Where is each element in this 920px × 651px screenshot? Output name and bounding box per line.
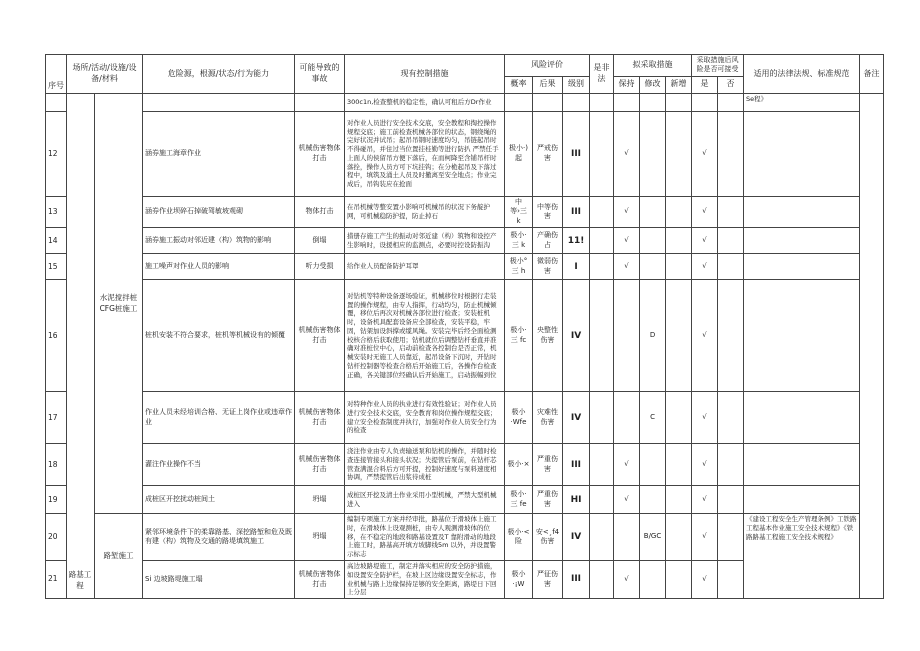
modify-cell [640, 93, 666, 111]
add-cell [666, 444, 692, 486]
measures-cell: 成桩区开挖及清土作业采用小型机械，严禁大型机械进入 [345, 486, 505, 514]
likelihood-cell: 中等›三 k [505, 196, 533, 227]
law-cell [744, 444, 860, 486]
illegal-cell [590, 444, 614, 486]
yes-cell [692, 93, 718, 111]
hazard-cell: 桩机安装不符合要求，桩机等机械设有的倾覆 [143, 280, 295, 392]
yes-cell: √ [692, 196, 718, 227]
keep-cell: √ [614, 111, 640, 196]
law-cell [744, 196, 860, 227]
no-cell [718, 111, 744, 196]
measures-cell: 在吊机械等整安置小影响可机械吊的状况下务靛护网，可机械稳防护提，防止掉石 [345, 196, 505, 227]
table-row [46, 280, 884, 392]
yes-cell: √ [692, 561, 718, 599]
measures-cell: 编制专项施工方案并经审批，路基位于滑坡体上施工时，在滑坡体上设观测桩，由专人观测滑坡体的位移，在不稳定的地段和路基设置及T 靠附滑动的地段上施工时，路基高开填方坡脚线5m 以外，并设置警示标志 [345, 514, 505, 561]
group-cfg: 水泥搅拌桩CFG桩施工 [95, 93, 143, 513]
level-cell: IV [563, 514, 590, 561]
severity-cell: 央整性伤害 [533, 280, 563, 392]
level-cell: I [563, 254, 590, 280]
yes-cell: √ [692, 111, 718, 196]
no-cell [718, 196, 744, 227]
hazard-cell: 紧邻环境条件下的柔靠路基、深挖路堑和危及既有建（构）筑物及交通的路堤填筑施工 [143, 514, 295, 561]
no-cell [718, 280, 744, 392]
severity-cell: 严重伤害 [533, 444, 563, 486]
level-cell: III [563, 444, 590, 486]
accident-cell: 机械伤害物体打击 [295, 392, 345, 444]
illegal-cell [590, 392, 614, 444]
no-cell [718, 561, 744, 599]
likelihood-cell: 极小°三 h [505, 254, 533, 280]
severity-cell: 产确伤占 [533, 228, 563, 254]
header-add: 新增 [666, 76, 692, 93]
add-cell [666, 486, 692, 514]
measures-cell: 300c1n,检查整机的稳定性，确认可租后方Dr作业 [345, 93, 505, 111]
level-cell [563, 93, 590, 111]
accident-cell: 机械伤害物体打击 [295, 444, 345, 486]
severity-cell: 中等伤害 [533, 196, 563, 227]
add-cell [666, 111, 692, 196]
keep-cell: √ [614, 254, 640, 280]
law-cell [744, 111, 860, 196]
remarks-cell [860, 93, 884, 598]
likelihood-cell: 极小·× [505, 444, 533, 486]
likelihood-cell: 极小·<险 [505, 514, 533, 561]
seq-cell: 16 [46, 280, 67, 392]
keep-cell: √ [614, 561, 640, 599]
keep-cell: √ [614, 444, 640, 486]
measures-cell: 对作业人员进行安全技术交底，安全教程和掏控操作规程交底；施工前检查机械各部位的状态，钢绕绳的完好状况并试吊；起吊吊钢时速度均匀，吊链起吊时不得碰吊，并住过当位置挂桂勤等进行防扒 严禁任手上面人的侯留吊方便下落后，在而柯降至含铺吊杆时落拴，操作人员方可下坑挂钩；在分桅起吊及下落过程中，填筑及涌土人员及时撤离至安全地点；作业完成后，吊钩装应在抢面 [345, 111, 505, 196]
likelihood-cell: 极小·)起 [505, 111, 533, 196]
hazard-cell: 施工噪声对作业人员的影响 [143, 254, 295, 280]
severity-cell: 严征伤害 [533, 561, 563, 599]
header-illegal: 是非法 [590, 55, 614, 94]
hazard-cell: 灌注作业操作不当 [143, 444, 295, 486]
table-row [46, 254, 884, 280]
header-measures: 现有控制措施 [345, 55, 505, 94]
yes-cell: √ [692, 392, 718, 444]
modify-cell: B/GC [640, 514, 666, 561]
law-cell: 《建设工程安全生产管理条例》工铁路工程基本作业施工安全技术规程》《铁路路基工程施工安全技术规程》 [744, 514, 860, 599]
no-cell [718, 228, 744, 254]
header-no: 否 [718, 76, 744, 93]
table-row [46, 392, 884, 444]
header-place: 场所/活动/设施/设备/材料 [67, 55, 143, 94]
add-cell [666, 228, 692, 254]
hazard-cell: 成桩区开挖扰动桩间土 [143, 486, 295, 514]
keep-cell: √ [614, 196, 640, 227]
seq-cell: 18 [46, 444, 67, 486]
measures-cell: 对特种作业人员的执业进行有效性验证；对作业人员进行安全技术交底，安全教育和岗位操作规程交底；建立安全检查制度并执行，加强对作业人员安全行为的检查 [345, 392, 505, 444]
yes-cell: √ [692, 228, 718, 254]
seq-cell: 12 [46, 111, 67, 196]
illegal-cell [590, 254, 614, 280]
add-cell [666, 93, 692, 111]
add-cell [666, 392, 692, 444]
seq-cell: 17 [46, 392, 67, 444]
keep-cell [614, 93, 640, 111]
header-severity: 后果 [533, 76, 563, 93]
seq-cell: 15 [46, 254, 67, 280]
level-cell: 11! [563, 228, 590, 254]
no-cell [718, 93, 744, 111]
group-road: 路堑施工 [95, 514, 143, 599]
group-subgrade: 路基工程 [68, 570, 92, 590]
hazard-cell: 涵券作业坝碎石掉破驾敏坡观砌 [143, 196, 295, 227]
no-cell [718, 254, 744, 280]
accident-cell: 坍塌 [295, 486, 345, 514]
hazard-cell: 涵券施工振动对邻近建（构）筑物的影响 [143, 228, 295, 254]
keep-cell: √ [614, 486, 640, 514]
yes-cell: √ [692, 254, 718, 280]
header-hazard: 危险源，根源/状态/行为能力 [143, 55, 295, 94]
seq-cell: 20 [46, 514, 67, 561]
law-cell [744, 486, 860, 514]
seq-cell: 21 [46, 561, 67, 599]
keep-cell [614, 392, 640, 444]
header-yes: 是 [692, 76, 718, 93]
add-cell [666, 561, 692, 599]
header-accident: 可能导致的事故 [295, 55, 345, 94]
level-cell: IV [563, 280, 590, 392]
header-risk-eval: 风险评价 [505, 55, 590, 77]
illegal-cell [590, 486, 614, 514]
likelihood-cell: 极小·三 fc [505, 280, 533, 392]
header-laws: 适用的法律法规、标准规范 [744, 55, 860, 94]
group-empty-cell [67, 93, 95, 598]
no-cell [718, 392, 744, 444]
risk-assessment-sheet [45, 54, 884, 599]
table-row [46, 486, 884, 514]
measures-cell: 措册存施工产生的振动对邻近建（构）筑物和设控产生影响时，设援相应的监测点，必要时控设防振沟 [345, 228, 505, 254]
measures-cell: 高边坡路堤施工，制定并落实相应的安全防护措施，如设置安全防护栏，在坡上区边缘设置安全标志，作业机械与路上边缘保持足够的安全距离，路堤日下回上分层 [345, 561, 505, 599]
table-row [46, 444, 884, 486]
hazard-cell: Si 边坡路堤施工塌 [143, 561, 295, 599]
add-cell [666, 254, 692, 280]
seq-cell: 14 [46, 228, 67, 254]
accident-cell: 倒塌 [295, 228, 345, 254]
keep-cell [614, 280, 640, 392]
modify-cell [640, 486, 666, 514]
measures-cell: 对钻机等特种设备逐场验证，机械移位时根据行走装置的操作规程，由专人指挥，行动均匀，防止机械倾覆，移位后再次对机械各部位进行检查；安装桩机时，设备机具配套设备应全部检查，安装平稳，牢固，钻架加设斜撑或缆风绳。安装完毕后经全面检测校核合格后获取使用；钻机就位后调整钻杆垂直并准确对准桩位中心，启动前检查各控制台是否正常，机械安装时无施工人员靠近，起吊设备下沉时，开钻时钻杆控制器等检查合格后开始施工后，各操作台检查正确，各关键部位经确认后开始施工，启动振幅到位 [345, 280, 505, 392]
illegal-cell [590, 196, 614, 227]
severity-cell: 微弱伤害 [533, 254, 563, 280]
no-cell [718, 444, 744, 486]
header-modify: 修改 [640, 76, 666, 93]
header-likelihood: 概率 [505, 76, 533, 93]
seq-cell [46, 93, 67, 111]
table-row [46, 111, 884, 196]
accident-cell: 坍塌 [295, 514, 345, 561]
modify-cell [640, 561, 666, 599]
level-cell: IV [563, 392, 590, 444]
severity-cell: 严戒伤害 [533, 111, 563, 196]
likelihood-cell: 极小·Wfe [505, 392, 533, 444]
table-row [46, 93, 884, 111]
header-seq: 序号 [46, 55, 67, 94]
add-cell [666, 514, 692, 561]
modify-cell [640, 228, 666, 254]
accident-cell: 机械伤害物体打击 [295, 561, 345, 599]
seq-cell: 13 [46, 196, 67, 227]
measures-cell: 给作业人员配备防护耳罩 [345, 254, 505, 280]
measures-cell: 浇注作业由专人负责输送泵和钻机的操作，并随时检查连接管接头和接头状况；失提管后泵前，在钻杆芯管查满混合料后方可开提，控制好速度与泵料速度相协调，严禁提管后出浆待成桩 [345, 444, 505, 486]
seq-cell: 19 [46, 486, 67, 514]
table-row [46, 228, 884, 254]
level-cell: HI [563, 486, 590, 514]
table-row [46, 196, 884, 227]
header-keep: 保持 [614, 76, 640, 93]
modify-cell [640, 254, 666, 280]
law-cell [744, 280, 860, 392]
add-cell [666, 196, 692, 227]
law-cell [744, 254, 860, 280]
severity-cell: 灾难性伤害 [533, 392, 563, 444]
no-cell [718, 514, 744, 561]
hazard-cell: 涵券施工海章作业 [143, 111, 295, 196]
modify-cell [640, 444, 666, 486]
likelihood-cell: 极小·¡W [505, 561, 533, 599]
accident-cell: 机械伤害物体打击 [295, 280, 345, 392]
add-cell [666, 280, 692, 392]
keep-cell: √ [614, 228, 640, 254]
illegal-cell [590, 93, 614, 111]
severity-cell [533, 93, 563, 111]
hazard-cell: 作业人员未经培训合格、无证上岗作业或违章作业 [143, 392, 295, 444]
yes-cell: √ [692, 486, 718, 514]
header-acceptable: 采取措施后风险是否可接受 [692, 55, 744, 77]
accident-cell: 物体打击 [295, 196, 345, 227]
risk-table [45, 54, 884, 599]
hazard-cell [143, 93, 295, 111]
header-proposed: 拟采取措施 [614, 55, 692, 77]
likelihood-cell: 极小·三 k [505, 228, 533, 254]
illegal-cell [590, 228, 614, 254]
header-remarks: 备注 [860, 55, 884, 94]
law-cell: Se程》 [744, 93, 860, 111]
modify-cell [640, 111, 666, 196]
modify-cell [640, 196, 666, 227]
illegal-cell [590, 111, 614, 196]
law-cell [744, 228, 860, 254]
level-cell: III [563, 196, 590, 227]
modify-cell: D [640, 280, 666, 392]
yes-cell: √ [692, 514, 718, 561]
header-level: 级别 [563, 76, 590, 93]
level-cell: III [563, 111, 590, 196]
severity-cell: 安<¸f4伤害 [533, 514, 563, 561]
yes-cell: √ [692, 444, 718, 486]
no-cell [718, 486, 744, 514]
table-row [46, 514, 884, 561]
law-cell [744, 392, 860, 444]
modify-cell: C [640, 392, 666, 444]
accident-cell: 听力受损 [295, 254, 345, 280]
keep-cell [614, 514, 640, 561]
illegal-cell [590, 561, 614, 599]
level-cell: III [563, 561, 590, 599]
accident-cell: 机械伤害物体打击 [295, 111, 345, 196]
illegal-cell [590, 280, 614, 392]
likelihood-cell: 极小·三 fe [505, 486, 533, 514]
severity-cell: 严重伤害 [533, 486, 563, 514]
accident-cell [295, 93, 345, 111]
likelihood-cell [505, 93, 533, 111]
yes-cell: √ [692, 280, 718, 392]
illegal-cell [590, 514, 614, 561]
